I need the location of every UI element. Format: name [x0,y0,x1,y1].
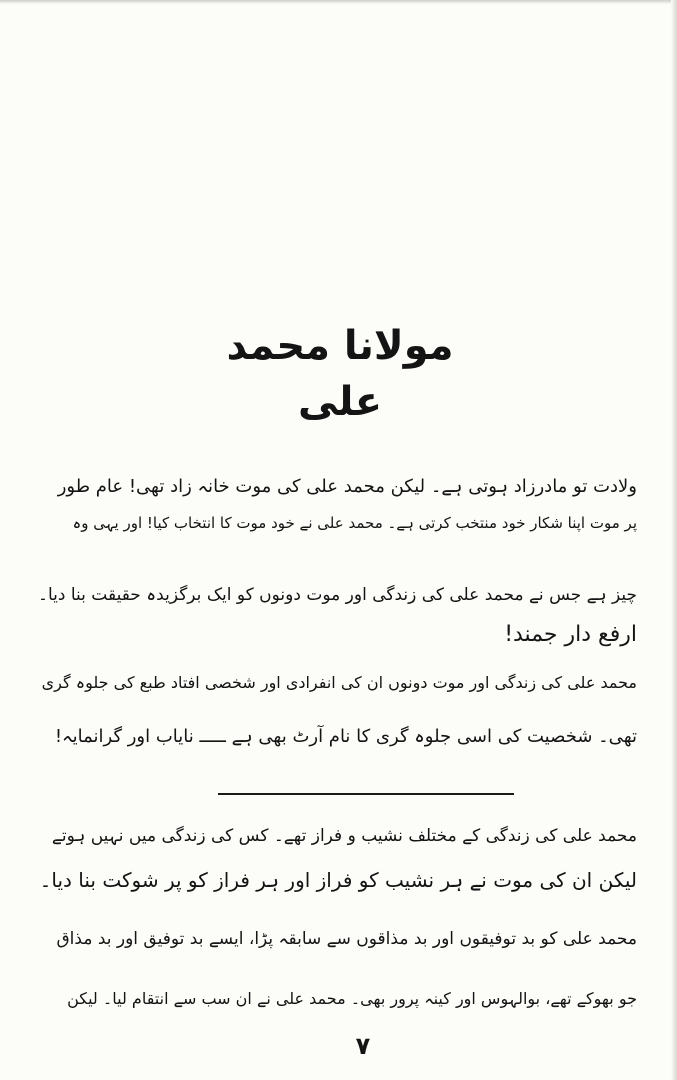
paragraph-2-line-1: محمد علی کی زندگی اور موت دونوں ان کی انفرادی اور شخصی افتاد طبع کی جلوہ گری [41,673,637,692]
paragraph-1-line-4: ارفع دار جمند! [504,622,637,647]
paragraph-2-line-2: تھی۔ شخصیت کی اسی جلوہ گری کا نام آرٹ بھی ہے ـــــ نایاب اور گرانمایہ! [54,726,637,747]
section-divider [218,793,514,795]
paragraph-1-line-2: پر موت اپنا شکار خود منتخب کرتی ہے۔ محمد علی نے خود موت کا انتخاب کیا! اور یہی وہ [72,514,637,532]
page-edge-right [671,0,677,1080]
paragraph-3-line-3: محمد علی کو بد توفیقوں اور بد مذاقوں سے سابقہ پڑا، ایسے بد توفیق اور بد مذاق [56,929,637,949]
paragraph-1-line-1: ولادت تو مادرزاد ہوتی ہے۔ لیکن محمد علی کی موت خانہ زاد تھی! عام طور [57,476,637,497]
paragraph-3-line-2: لیکن ان کی موت نے ہر نشیب کو فراز اور ہر فراز کو پر شوکت بنا دیا۔ [39,868,637,892]
paragraph-3-line-1: محمد علی کی زندگی کے مختلف نشیب و فراز تھے۔ کس کی زندگی میں نہیں ہوتے [51,826,637,846]
paragraph-3-line-4: جو بھوکے تھے، بوالہوس اور کینہ پرور بھی۔ محمد علی نے ان سب سے انتقام لیا۔ لیکن [67,989,637,1008]
page-title: مولانا محمد علی [226,323,454,425]
page-edge-top [0,0,677,4]
page-number: ۷ [355,1032,371,1060]
paragraph-1-line-3: چیز ہے جس نے محمد علی کی زندگی اور موت دونوں کو ایک برگزیدہ حقیقت بنا دیا۔ [37,585,637,605]
